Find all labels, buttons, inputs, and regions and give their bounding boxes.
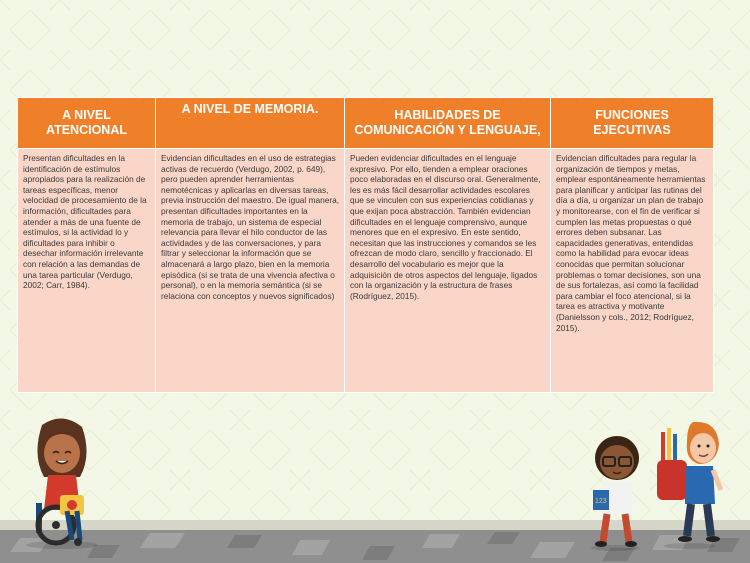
boy-with-backpack-icon xyxy=(655,420,725,550)
cell-comunicacion: Pueden evidenciar dificultades en el lenguaje expresivo. Por ello, tienden a emplear oraciones poco elaboradas en el discurso oral. Generalmente, les es más fácil desarrollar actividades escolares que se vinculen con sus experiencias cotidianas y que exijan poca abstracción. También evidencian dificultades en el lenguaje comprensivo, aunque menores que en el expresivo. En este sentido, necesitan que las instrucciones y comandos se les ofrezcan de modo claro, sencillo y fraccionado. El desarrollo del vocabulario es mejor que la adquisición de otros aspectos del lenguaje, ligados con la organización y la estructura de frases (Rodríguez, 2015). xyxy=(345,149,551,393)
book-label: 123 xyxy=(595,498,607,505)
characteristics-table xyxy=(17,97,713,393)
header-memoria: A NIVEL DE MEMORIA. xyxy=(156,98,345,149)
cell-memoria: Evidencian dificultades en el uso de estrategias activas de recuerdo (Verdugo, 2002, p. 649), pero pueden aprender herramientas nemotécnicas y aplicarlas en diversas tareas, previa instrucción del maestro. De igual manera, presentan dificultades importantes en la memoria de trabajo, un sistema de especial relevancia para llevar el hilo conductor de las actividades y de las conversaciones, y para filtrar y seleccionar la información que se almacenará a largo plazo, bien en la memoria episódica (si se trata de una vivencia afectiva o personal), o en la memoria semántica (si se relaciona con conceptos y nuevos significados) xyxy=(156,149,345,393)
header-comunicacion: HABILIDADES DE COMUNICACIÓN Y LENGUAJE, xyxy=(345,98,551,149)
boy-with-glasses-icon xyxy=(585,432,645,552)
header-funciones-ejecutivas: FUNCIONES EJECUTIVAS xyxy=(551,98,714,149)
cell-funciones-ejecutivas: Evidencian dificultades para regular la organización de tiempos y metas, emplear espontáneamente herramientas para planificar y anticipar las rutinas del día a día, u organizar un plan de trabajo y monitorearse, con el fin de verificar si cumplen las metas propuestas o qué errores deben subsanar. Las capacidades generativas, entendidas como la habilidad para evocar ideas conocidas que permitan solucionar problemas o tomar decisiones, son una de sus fortalezas, así como la facilidad para cambiar el foco atencional, si la tarea es atractiva y motivante (Danielsson y cols., 2012; Rodríguez, 2015). xyxy=(551,149,714,393)
header-atencional: A NIVEL ATENCIONAL xyxy=(18,98,156,149)
girl-in-wheelchair-icon xyxy=(22,415,102,550)
cell-atencional: Presentan dificultades en la identificación de estímulos apropiados para la realización de tareas específicas, menor velocidad de procesamiento de la información, dificultades para atender a más de una fuente de estímulos, si la actividad lo y dificultades para inhibir o desechar información irrelevante con relación a las demandas de una tarea particular (Verdugo, 2002; Carr, 1984). xyxy=(18,149,156,393)
